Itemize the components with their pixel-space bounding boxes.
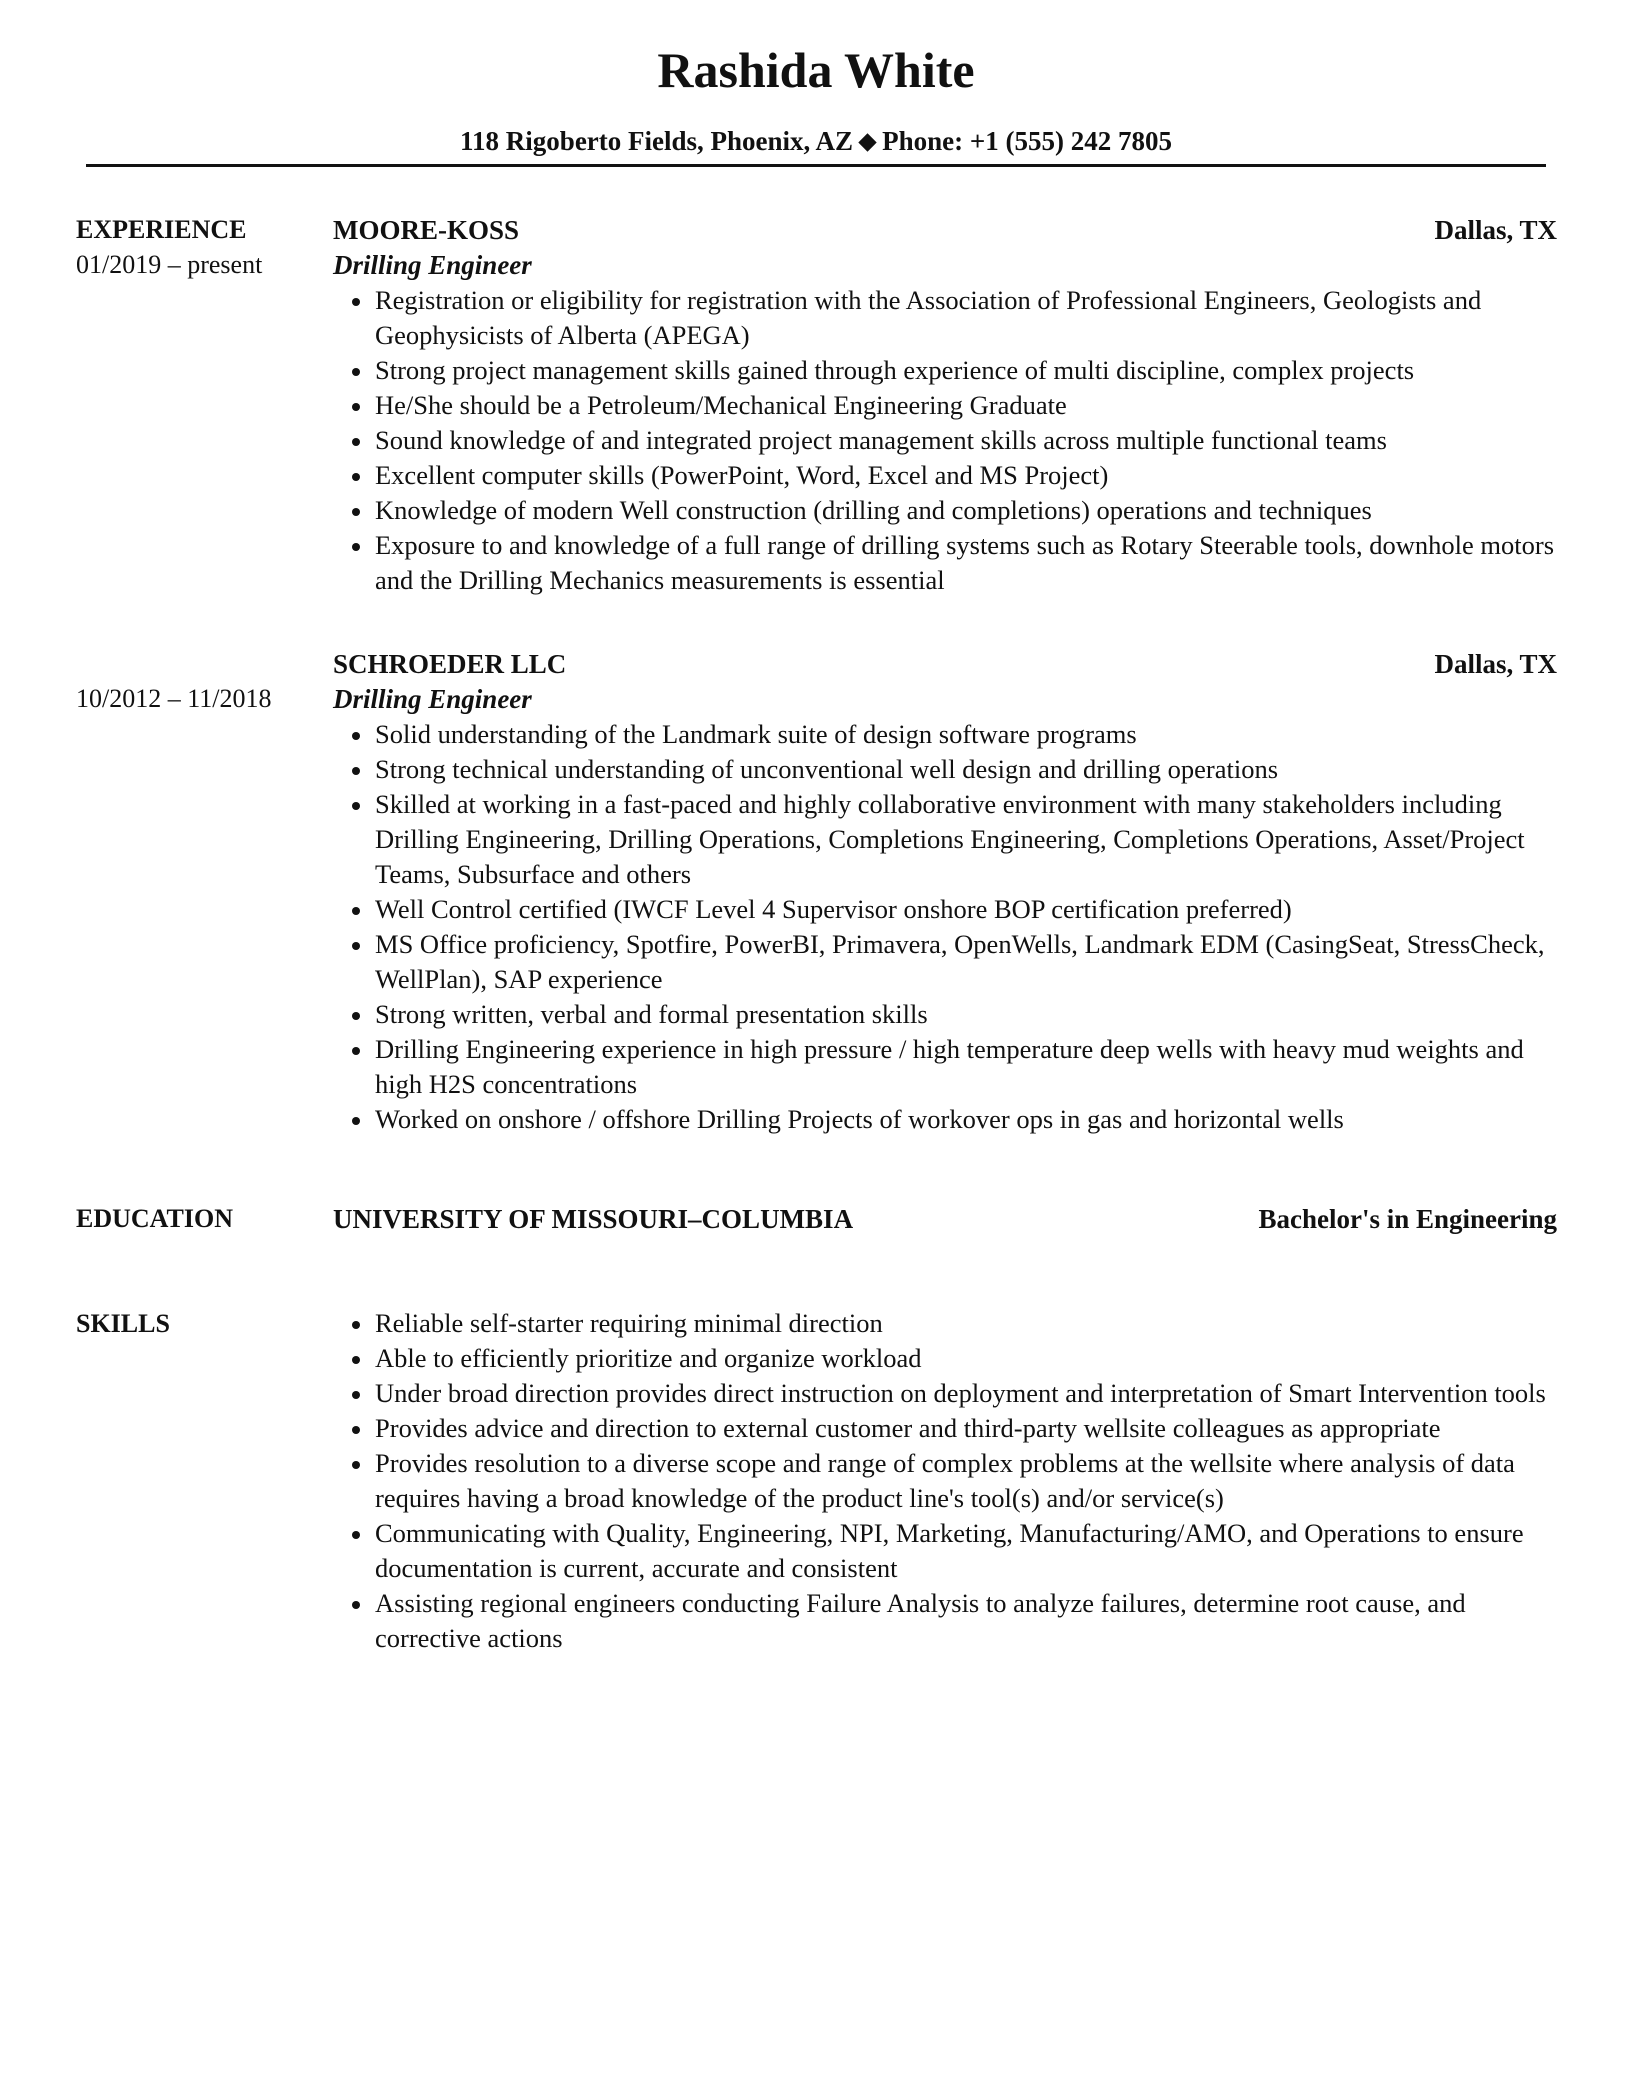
skills-section-label: SKILLS [76,1309,170,1338]
header-divider [86,164,1546,167]
list-item: Communicating with Quality, Engineering, NPI, Marketing, Manufacturing/AMO, and Operations to ensure documentation is current, accurate and consistent [333,1516,1557,1586]
list-item: Excellent computer skills (PowerPoint, Word, Excel and MS Project) [333,458,1557,493]
list-item: Registration or eligibility for registration with the Association of Professional Engineers, Geologists and Geophysicists of Alberta (APEGA) [333,283,1557,353]
list-item: Reliable self-starter requiring minimal direction [333,1306,1557,1341]
list-item: MS Office proficiency, Spotfire, PowerBI, Primavera, OpenWells, Landmark EDM (CasingSeat, StressCheck, WellPlan), SAP experience [333,927,1557,997]
list-item: Exposure to and knowledge of a full range of drilling systems such as Rotary Steerable tools, downhole motors and the Drilling Mechanics measurements is essential [333,528,1557,598]
list-item: Skilled at working in a fast-paced and highly collaborative environment with many stakeholders including Drilling Engineering, Drilling Operations, Completions Engineering, Completions Operations, Asset/Project Teams, Subsurface and others [333,787,1557,892]
list-item: Provides advice and direction to external customer and third-party wellsite colleagues as appropriate [333,1411,1557,1446]
job-1-dates: 01/2019 – present [76,250,263,279]
contact-phone: Phone: +1 (555) 242 7805 [882,126,1172,156]
job-1-title: Drilling Engineer [333,250,532,280]
education-degree: Bachelor's in Engineering [1258,1204,1557,1234]
list-item: Solid understanding of the Landmark suite of design software programs [333,717,1557,752]
job-1 [333,212,1557,598]
list-item: Able to efficiently prioritize and organize workload [333,1341,1557,1376]
list-item: Strong project management skills gained through experience of multi discipline, complex projects [333,353,1557,388]
education-entry [333,1201,1557,1237]
education-school: UNIVERSITY OF MISSOURI–COLUMBIA [333,1204,854,1234]
job-2-dates: 10/2012 – 11/2018 [76,684,272,713]
job-2-location: Dallas, TX [1434,649,1557,679]
job-1-location: Dallas, TX [1434,215,1557,245]
job-2-company: SCHROEDER LLC [333,649,567,679]
list-item: Sound knowledge of and integrated project management skills across multiple functional teams [333,423,1557,458]
list-item: He/She should be a Petroleum/Mechanical Engineering Graduate [333,388,1557,423]
job-2 [333,646,1557,1137]
list-item: Well Control certified (IWCF Level 4 Supervisor onshore BOP certification preferred) [333,892,1557,927]
list-item: Worked on onshore / offshore Drilling Projects of workover ops in gas and horizontal wells [333,1102,1557,1137]
list-item: Knowledge of modern Well construction (drilling and completions) operations and techniques [333,493,1557,528]
job-2-title: Drilling Engineer [333,684,532,714]
list-item: Provides resolution to a diverse scope and range of complex problems at the wellsite where analysis of data requires having a broad knowledge of the product line's tool(s) and/or service(s) [333,1446,1557,1516]
job-1-bullets [333,283,1557,598]
skills-list-container [333,1306,1557,1656]
job-1-company: MOORE-KOSS [333,215,520,245]
contact-line [0,124,1632,158]
candidate-name: Rashida White [657,42,975,98]
contact-address: 118 Rigoberto Fields, Phoenix, AZ [460,126,854,156]
skills-bullets [333,1306,1557,1656]
list-item: Assisting regional engineers conducting Failure Analysis to analyze failures, determine root cause, and corrective actions [333,1586,1557,1656]
list-item: Under broad direction provides direct instruction on deployment and interpretation of Smart Intervention tools [333,1376,1557,1411]
list-item: Strong technical understanding of unconventional well design and drilling operations [333,752,1557,787]
education-section-label: EDUCATION [76,1204,233,1233]
job-2-bullets [333,717,1557,1137]
experience-section-label: EXPERIENCE [76,215,247,244]
list-item: Strong written, verbal and formal presentation skills [333,997,1557,1032]
list-item: Drilling Engineering experience in high pressure / high temperature deep wells with heavy mud weights and high H2S concentrations [333,1032,1557,1102]
diamond-separator-icon [858,133,876,151]
